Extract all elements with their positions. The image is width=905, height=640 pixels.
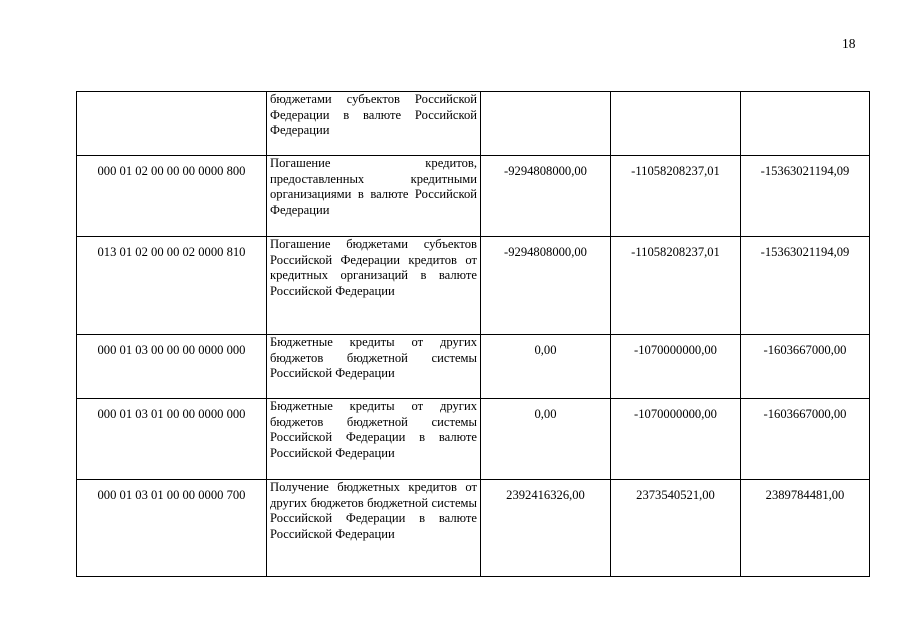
page-number: 18 — [842, 36, 856, 51]
description-cell: Погашение кредитов, предоставленных кредитными организациями в валюте Российской Федерации — [267, 156, 481, 237]
amount-year2-cell: -1070000000,00 — [611, 399, 741, 480]
description-cell: Погашение бюджетами субъектов Российской Федерации кредитов от кредитных организаций в валюте Российской Федерации — [267, 237, 481, 335]
budget-code-cell: 013 01 02 00 00 02 0000 810 — [77, 237, 267, 335]
amount-year1-cell — [481, 92, 611, 156]
table-row — [77, 335, 870, 399]
budget-code-cell: 000 01 03 00 00 00 0000 000 — [77, 335, 267, 399]
amount-year3-cell: 2389784481,00 — [741, 480, 870, 577]
description-cell: Бюджетные кредиты от других бюджетов бюджетной системы Российской Федерации в валюте Российской Федерации — [267, 399, 481, 480]
amount-year1-cell: 0,00 — [481, 399, 611, 480]
description-cell: Бюджетные кредиты от других бюджетов бюджетной системы Российской Федерации — [267, 335, 481, 399]
budget-code-cell — [77, 92, 267, 156]
amount-year2-cell: -11058208237,01 — [611, 237, 741, 335]
amount-year1-cell: 0,00 — [481, 335, 611, 399]
amount-year2-cell: 2373540521,00 — [611, 480, 741, 577]
budget-sources-table — [76, 91, 870, 577]
amount-year1-cell: -9294808000,00 — [481, 237, 611, 335]
amount-year2-cell: -11058208237,01 — [611, 156, 741, 237]
amount-year1-cell: -9294808000,00 — [481, 156, 611, 237]
amount-year2-cell: -1070000000,00 — [611, 335, 741, 399]
table-row — [77, 156, 870, 237]
table-row — [77, 92, 870, 156]
description-cell: Получение бюджетных кредитов от других бюджетов бюджетной системы Российской Федерации в валюте Российской Федерации — [267, 480, 481, 577]
budget-code-cell: 000 01 03 01 00 00 0000 000 — [77, 399, 267, 480]
amount-year3-cell: -1603667000,00 — [741, 335, 870, 399]
budget-code-cell: 000 01 03 01 00 00 0000 700 — [77, 480, 267, 577]
table-row — [77, 237, 870, 335]
table-row — [77, 480, 870, 577]
amount-year3-cell: -1603667000,00 — [741, 399, 870, 480]
table-row — [77, 399, 870, 480]
description-cell: бюджетами субъектов Российской Федерации в валюте Российской Федерации — [267, 92, 481, 156]
amount-year3-cell: -15363021194,09 — [741, 237, 870, 335]
budget-code-cell: 000 01 02 00 00 00 0000 800 — [77, 156, 267, 237]
amount-year1-cell: 2392416326,00 — [481, 480, 611, 577]
amount-year2-cell — [611, 92, 741, 156]
amount-year3-cell — [741, 92, 870, 156]
amount-year3-cell: -15363021194,09 — [741, 156, 870, 237]
